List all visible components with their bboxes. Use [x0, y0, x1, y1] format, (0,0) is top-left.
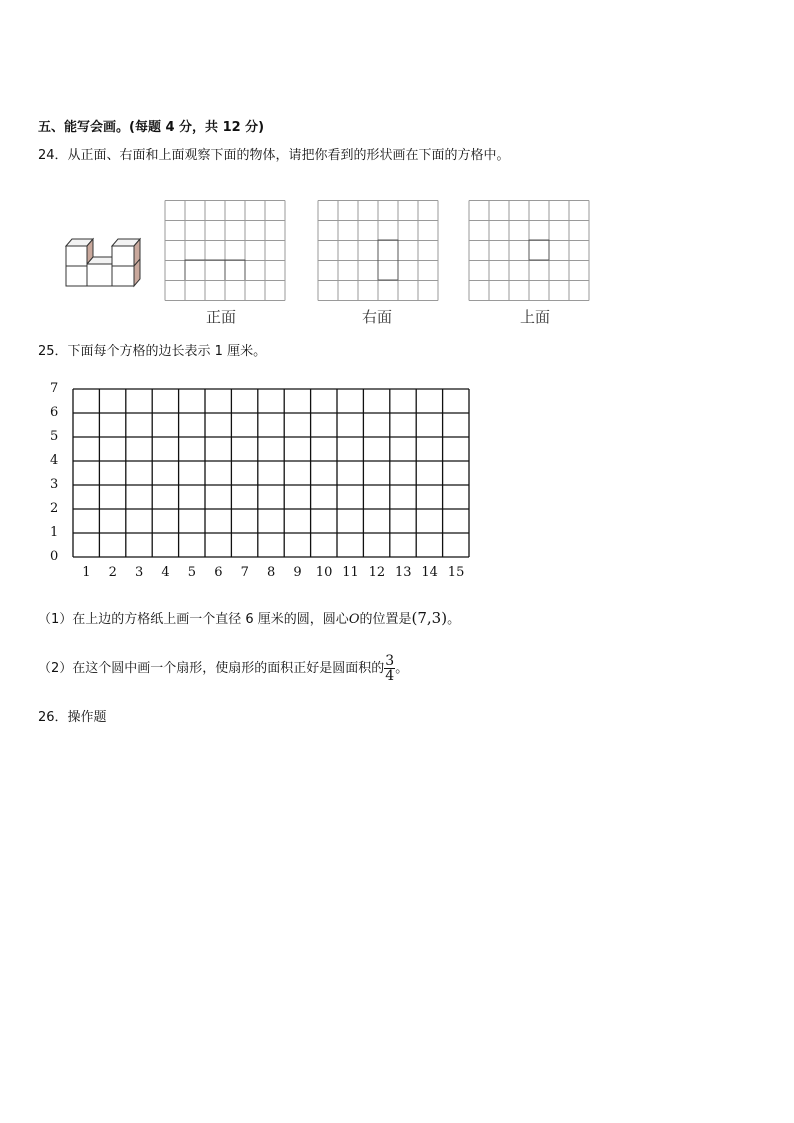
x-axis-label: 14 [421, 565, 438, 580]
cube-object-figure [62, 236, 144, 290]
part2-suffix: 。 [395, 661, 409, 676]
part1-suffix: 。 [447, 612, 461, 627]
fraction-numerator: 3 [385, 653, 395, 669]
part2-prefix: （2）在这个圆中画一个扇形，使扇形的面积正好是圆面积的 [38, 661, 385, 676]
y-axis-label: 0 [50, 549, 59, 564]
x-axis-label: 13 [395, 565, 412, 580]
y-axis-label: 7 [50, 381, 59, 396]
fraction-denominator: 4 [385, 668, 395, 684]
center-o-label: O [348, 612, 360, 627]
x-axis-label: 4 [161, 565, 170, 580]
y-axis-label: 5 [50, 429, 59, 444]
caption-top: 上面 [520, 308, 551, 326]
section-title: 五、能写会画。(每题 4 分，共 12 分) [38, 120, 265, 135]
x-axis-label: 1 [82, 565, 91, 580]
x-axis-label: 3 [135, 565, 144, 580]
y-axis-label: 1 [50, 525, 59, 540]
front-view-grid[interactable] [164, 200, 288, 302]
y-axis-label: 3 [50, 477, 59, 492]
x-axis-label: 9 [293, 565, 302, 580]
part1-prefix: （1）在上边的方格纸上画一个直径 6 厘米的圆，圆心 [38, 612, 349, 627]
caption-front: 正面 [206, 308, 237, 326]
right-view-grid[interactable] [317, 200, 441, 302]
x-axis-label: 2 [108, 565, 117, 580]
x-axis-label: 6 [214, 565, 223, 580]
question-24-text: 24．从正面、右面和上面观察下面的物体，请把你看到的形状画在下面的方格中。 [38, 148, 510, 163]
center-coordinate: (7,3) [411, 609, 448, 627]
top-view-grid[interactable] [468, 200, 592, 302]
y-axis-label: 6 [50, 405, 59, 420]
question-25-part1 [38, 610, 460, 628]
x-axis-label: 5 [187, 565, 197, 580]
x-axis-label: 7 [240, 565, 249, 580]
y-axis-label: 4 [50, 453, 59, 468]
x-axis-label: 12 [368, 565, 386, 580]
caption-right: 右面 [362, 308, 393, 326]
y-axis-label: 2 [50, 501, 59, 516]
x-axis-label: 10 [315, 565, 333, 580]
fraction-three-quarters [384, 654, 395, 683]
question-25-text: 25．下面每个方格的边长表示 1 厘米。 [38, 344, 267, 359]
x-axis-label: 8 [267, 565, 276, 580]
x-axis-label: 11 [342, 565, 359, 580]
question-25-part2 [38, 652, 408, 686]
x-axis-label: 15 [447, 565, 465, 580]
question-26-text: 26．操作题 [38, 710, 107, 725]
coordinate-grid[interactable] [72, 388, 474, 560]
part1-mid: 的位置是 [359, 612, 412, 627]
